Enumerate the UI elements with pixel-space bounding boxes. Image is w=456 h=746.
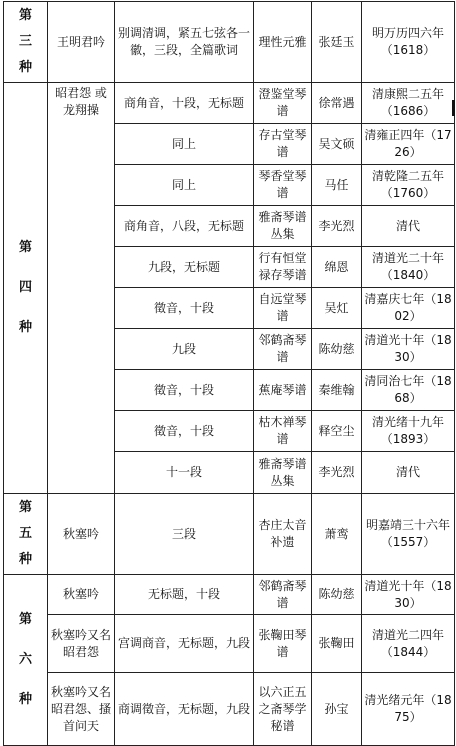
- source-book: 澄鉴堂琴谱: [254, 83, 312, 124]
- compiler: 秦维翰: [312, 370, 362, 411]
- tuning-structure: 别调清调，紧五七弦各一徽，三段，全篇歌词: [115, 2, 254, 83]
- source-book: 存古堂琴谱: [254, 124, 312, 165]
- source-book: 邻鹤斋琴谱: [254, 329, 312, 370]
- date: 清道光二四年（1844）: [362, 615, 455, 673]
- group-label: 第 六 种: [4, 575, 48, 746]
- date: 清光绪元年（1875）: [362, 673, 455, 746]
- table-row: [4, 494, 455, 575]
- tuning-structure: 徵音，十段: [115, 411, 254, 452]
- date: 清代: [362, 452, 455, 494]
- date: 清道光十年（1830）: [362, 329, 455, 370]
- tuning-structure: 徵音，十段: [115, 370, 254, 411]
- group-label: 第 三 种: [4, 2, 48, 83]
- tuning-structure: 同上: [115, 165, 254, 206]
- compiler: 释空尘: [312, 411, 362, 452]
- compiler: 陈幼慈: [312, 575, 362, 615]
- source-book: 张鞠田琴谱: [254, 615, 312, 673]
- date: 清康熙二五年（1686）: [362, 83, 455, 124]
- edge-mark: [452, 100, 455, 116]
- tuning-structure: 同上: [115, 124, 254, 165]
- piece-title: 昭君怨 或 龙翔操: [48, 83, 115, 494]
- piece-title: 秋塞吟又名昭君怨: [48, 615, 115, 673]
- source-book: 邻鹤斋琴谱: [254, 575, 312, 615]
- compiler: 马任: [312, 165, 362, 206]
- source-book: 以六正五之斋琴学秘谱: [254, 673, 312, 746]
- compiler: 徐常遇: [312, 83, 362, 124]
- table-row: [4, 2, 455, 83]
- tuning-structure: 三段: [115, 494, 254, 575]
- date: 清光绪十九年（1893）: [362, 411, 455, 452]
- tuning-structure: 商角音，八段，无标题: [115, 206, 254, 247]
- group-label: 第 五 种: [4, 494, 48, 575]
- date: 清道光二十年（1840）: [362, 247, 455, 288]
- source-book: 枯木禅琴谱: [254, 411, 312, 452]
- compiler: 孙宝: [312, 673, 362, 746]
- qin-score-table: [3, 1, 455, 746]
- group-label: 第 四 种: [4, 83, 48, 494]
- date: 清乾隆二五年（1760）: [362, 165, 455, 206]
- compiler: 陈幼慈: [312, 329, 362, 370]
- source-book: 琴香堂琴谱: [254, 165, 312, 206]
- tuning-structure: 九段: [115, 329, 254, 370]
- source-book: 雅斋琴谱丛集: [254, 206, 312, 247]
- date: 清雍正四年（1726）: [362, 124, 455, 165]
- source-book: 蕉庵琴谱: [254, 370, 312, 411]
- source-book: 雅斋琴谱丛集: [254, 452, 312, 494]
- tuning-structure: 徵音，十段: [115, 288, 254, 329]
- compiler: 李光烈: [312, 206, 362, 247]
- compiler: 吴文硕: [312, 124, 362, 165]
- date: 清代: [362, 206, 455, 247]
- date: 清同治七年（1868）: [362, 370, 455, 411]
- source-book: 自远堂琴谱: [254, 288, 312, 329]
- compiler: 绵恩: [312, 247, 362, 288]
- date: 清嘉庆七年（1802）: [362, 288, 455, 329]
- piece-title: 秋塞吟: [48, 575, 115, 615]
- compiler: 张鞠田: [312, 615, 362, 673]
- compiler: 张廷玉: [312, 2, 362, 83]
- tuning-structure: 无标题，十段: [115, 575, 254, 615]
- tuning-structure: 宫调商音，无标题，九段: [115, 615, 254, 673]
- date: 清道光十年（1830）: [362, 575, 455, 615]
- table-row: [4, 83, 455, 124]
- piece-title: 王明君吟: [48, 2, 115, 83]
- source-book: 行有恒堂禄存琴谱: [254, 247, 312, 288]
- date: 明万历四六年（1618）: [362, 2, 455, 83]
- source-book: 杏庄太音补遗: [254, 494, 312, 575]
- compiler: 李光烈: [312, 452, 362, 494]
- tuning-structure: 九段，无标题: [115, 247, 254, 288]
- date: 明嘉靖三十六年（1557）: [362, 494, 455, 575]
- compiler: 萧鸾: [312, 494, 362, 575]
- tuning-structure: 十一段: [115, 452, 254, 494]
- piece-title: 秋塞吟: [48, 494, 115, 575]
- table-row: [4, 615, 455, 673]
- tuning-structure: 商调徵音，无标题，九段: [115, 673, 254, 746]
- compiler: 吴灴: [312, 288, 362, 329]
- table-row: [4, 673, 455, 746]
- tuning-structure: 商角音，十段，无标题: [115, 83, 254, 124]
- source-book: 理性元雅: [254, 2, 312, 83]
- table-row: [4, 575, 455, 615]
- piece-title: 秋塞吟又名昭君怨、搔首问天: [48, 673, 115, 746]
